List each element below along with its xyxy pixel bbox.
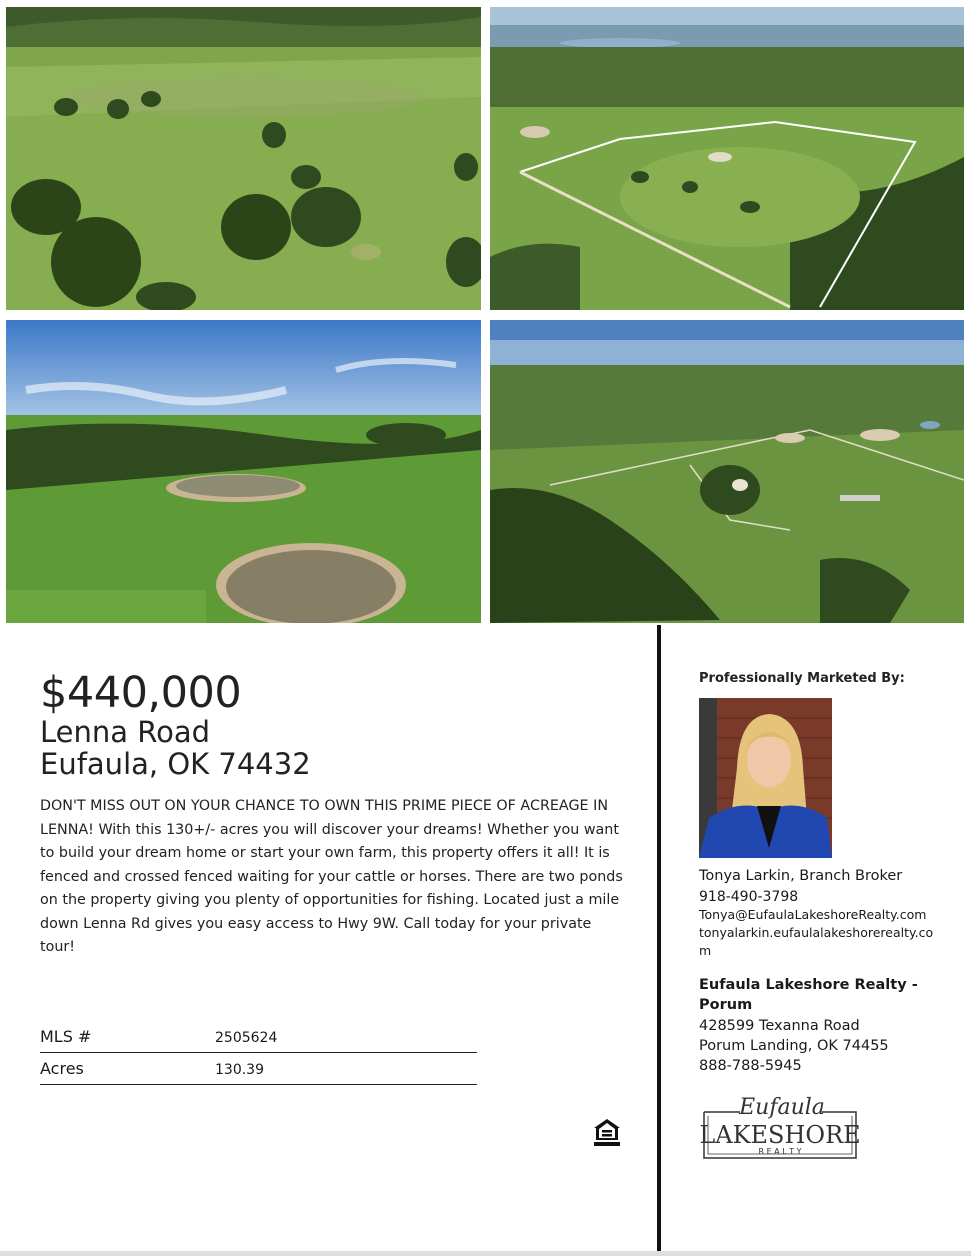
property-photo-boundary xyxy=(490,7,964,310)
listing-price: $440,000 xyxy=(40,668,242,718)
logo-main-text: LAKESHORE xyxy=(700,1121,861,1149)
agent-website[interactable]: tonyalarkin.eufaulalakeshorerealty.com xyxy=(699,925,934,958)
property-photo-pasture xyxy=(6,7,481,310)
logo-sub-text: R E A L T Y xyxy=(758,1147,802,1156)
logo-script-text: Eufaula xyxy=(739,1095,825,1120)
office-city: Porum Landing, OK 74455 xyxy=(699,1038,889,1054)
facts-table xyxy=(40,1022,477,1086)
marketed-by-heading: Professionally Marketed By: xyxy=(699,671,905,686)
agent-phone[interactable]: 918-490-3798 xyxy=(699,889,799,905)
page-bottom-edge xyxy=(0,1251,971,1256)
address-street: Lenna Road xyxy=(40,715,211,749)
listing-description: DON'T MISS OUT ON YOUR CHANCE TO OWN THIS PRIME PIECE OF ACREAGE IN LENNA! With this 130+/- acres you will discover your dreams! Whether you want to build your dream home or start your own farm, this property offers it all! It is fenced and crossed fenced waiting for your cattle or horses. There are two ponds on the property giving you plenty of opportunities for fishing. Located just a mile down Lenna Rd gives you easy access to Hwy 9W. Call today for your private tour! xyxy=(40,798,623,955)
office-street: 428599 Texanna Road xyxy=(699,1018,860,1034)
property-photo-aerial-wide xyxy=(490,320,964,623)
office-name: Eufaula Lakeshore Realty - Porum xyxy=(699,977,918,1013)
office-phone[interactable]: 888-788-5945 xyxy=(699,1058,802,1074)
address-city-state-zip: Eufaula, OK 74432 xyxy=(40,747,311,781)
agent-photo xyxy=(699,698,832,858)
property-photo-ponds xyxy=(6,320,481,623)
fact-label: Acres xyxy=(40,1059,84,1078)
eufaula-lakeshore-logo xyxy=(700,1094,862,1162)
fact-value: 2505624 xyxy=(215,1030,278,1046)
fact-row-mls xyxy=(40,1022,477,1053)
equal-housing-opportunity-icon xyxy=(591,1116,623,1148)
fact-value: 130.39 xyxy=(215,1062,264,1078)
column-divider xyxy=(657,625,661,1253)
fact-row-acres xyxy=(40,1054,477,1085)
agent-email[interactable]: Tonya@EufaulaLakeshoreRealty.com xyxy=(699,907,927,922)
agent-name: Tonya Larkin, Branch Broker xyxy=(699,868,903,884)
fact-label: MLS # xyxy=(40,1027,92,1046)
